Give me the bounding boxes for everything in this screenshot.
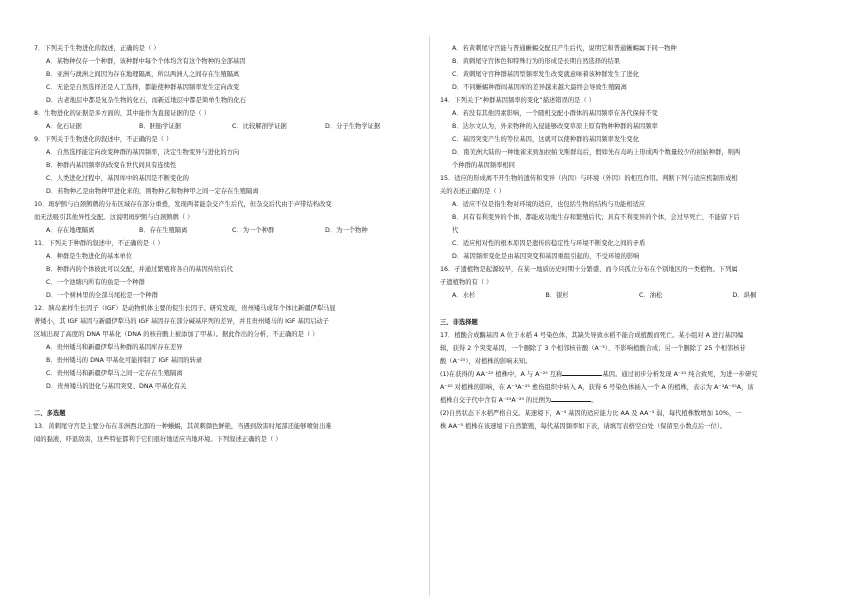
- q12-option-d: D．贵州矮马的进化与基因突变、DNA 甲基化有关: [46, 383, 187, 390]
- q9-option-d: D．若物种乙是由物种甲进化来的，则物种乙和物种甲之间一定存在生殖隔离: [46, 188, 259, 195]
- q17-answer-blank-2[interactable]: [551, 394, 591, 402]
- q13-stem-line1: 13．黄刺尾守宫是主要分布在非洲西北部的一种蜥蜴，其黄刺颜色鲜艳，当遇到敌害时尾部还能够喷射出难: [34, 423, 332, 430]
- q9-option-b: B．种群内基因频率的改变在世代间具有连续性: [46, 162, 177, 169]
- q9-stem: 9．下列关于生物进化的叙述中，不正确的是（ ）: [34, 136, 173, 143]
- right-column: [440, 42, 826, 433]
- q12-option-c: C．贵州矮马和新疆伊犁马之间一定存在生殖隔离: [46, 370, 183, 377]
- q11-option-d: D．一个树林里的全部马尾松是一个种群: [46, 292, 158, 299]
- q11-option-b: B．种群内的个体彼此可以交配，并通过繁殖将各自的基因传给后代: [46, 266, 233, 273]
- q10-stem-line1: 10．斑驴鹪与白颈鹪鹩的分布区域存在部分重叠，发现两者能杂交产生后代，但杂交后代由于声带结构改变: [34, 201, 332, 208]
- q11-option-c: C．一个池塘内所有的鱼是一个种群: [46, 279, 145, 286]
- q14-option-d-line1: D．南美洲大陆的一种地雀来到加拉帕戈斯群岛后，假如先在岛屿上形成两个数量较少的初始种群，则两: [452, 149, 741, 156]
- q15-option-c: C．适应相对性的根本原因是遗传的稳定性与环境不断变化之间的矛盾: [452, 240, 646, 247]
- q13-option-d: D．不同蜥蜴种群间基因库的差异越来越大最终会导致生殖隔离: [452, 84, 627, 91]
- q12-stem-line1: 12．胰岛素样生长因子（IGF）是动物机体主要的促生长因子。研究发现，贵州矮马成年个体比新疆伊犁马显: [34, 305, 336, 312]
- q8-option-c: C．比较解剖学证据: [232, 123, 287, 130]
- q8-option-b: B．胚胎学证据: [139, 123, 182, 130]
- q11-stem: 11．下列关于种群的叙述中，不正确的是（ ）: [34, 240, 164, 247]
- q10-option-c: C．为一个种群: [232, 227, 275, 234]
- q10-option-d: D．为一个物种: [325, 227, 368, 234]
- q12-option-b: B．贵州矮马的 DNA 甲基化可能抑制了 IGF 基因的转录: [46, 357, 203, 364]
- q17-line7: (2)自然状态下水稻严格自交。某速境下，A⁻³ 基因的适应能力比 AA 及 AA⁻³ 弱，每代植株数增加 10%，一: [440, 410, 742, 417]
- q10-options: [34, 224, 418, 237]
- q17-line4: [440, 368, 826, 381]
- q14-option-c: C．基因突变产生的等位基因，这就可以使种群的基因频率发生变化: [452, 136, 640, 143]
- q11-option-a: A．种群是生物进化的基本单位: [46, 253, 133, 260]
- q16-stem-line1: 16．孑遗植物是起源较早，在某一地质历史时期十分繁盛，而今只孤立分布在个别地区的一类植物。下列属: [440, 266, 738, 273]
- q17-line6: [440, 394, 826, 407]
- q15-option-b-line2: 代: [452, 227, 459, 234]
- q10-option-a: A．存在地理隔离: [46, 227, 95, 234]
- q13-option-a: A．若黄刺尾守宫能与普通蜥蜴交配且产生后代，说明它和普通蜥蜴属于同一物种: [452, 45, 677, 52]
- q12-stem-line3: 区域出现了高度的 DNA 甲基化（DNA 的核苷酸上被添加了甲基）。据此作出的分析，不正确的是（ ）: [34, 331, 319, 338]
- q16-stem-line2: 孑遗植物的有（ ）: [440, 279, 493, 286]
- q15-option-b-line1: B．具有有利变异的个体，都能成功地生存和繁殖后代；具有不利变异的个体，会过早死亡，不能留下后: [452, 214, 740, 221]
- q17-line3: 酸（A⁻²⁵），对植株的影响未知。: [440, 358, 532, 365]
- q7-stem: 7．下列关于生物进化的叙述，正确的是（ ）: [34, 45, 160, 52]
- q12-option-a: A．贵州矮马和新疆伊犁马种群的基因库存在差异: [46, 344, 183, 351]
- q8-options: [34, 120, 418, 133]
- q12-stem-line2: 著矮小，其 IGF 基因与新疆伊犁马的 IGF 基因存在部分碱基序列的差异，并且贵州矮马的 IGF 基因启动子: [34, 318, 329, 325]
- q16-option-b: B．银杉: [545, 292, 569, 299]
- q8-stem: 8．生物进化的证据是多方面的，其中能作为直接证据的是（ ）: [34, 110, 211, 117]
- q15-stem-line2: 关的表述正确的是（ ）: [440, 188, 505, 195]
- q16-options: [440, 289, 826, 302]
- q16-option-c: C．油松: [639, 292, 663, 299]
- q17-line8: 株 AA⁻³ 植株在该速境下自然繁殖，每代基因频率如下表，请填写表格空白处（保留至小数点后一位）。: [440, 423, 727, 430]
- q10-stem-line2: 而无法吸引其他异性交配。这说明斑驴鹪与白颈鹪鹩（ ）: [34, 214, 194, 221]
- q8-option-a: A．化石证据: [46, 123, 82, 130]
- q14-stem: 14．下列关于“种群基因频率的变化”描述错误的是（ ）: [440, 97, 596, 104]
- section-heading-non-choice: 三、非选择题: [440, 319, 478, 326]
- q17-line5: A⁻²⁵ 对植株的影响，在 A⁻³A⁻²⁵ 愈伤组织中转入 A，获得 6 号染色体插入一个 A 的植株，表示为 A⁻³A⁻²⁵A，该: [440, 384, 754, 391]
- q17-line6-part1: 植株自交子代中含有 A⁻²⁵A⁻²⁵ 的比例为: [440, 397, 552, 404]
- q16-option-a: A．水杉: [452, 292, 476, 299]
- q17-line1: 17．植酸合成酶基因 A 位于水稻 4 号染色体，其缺失导致水稻不能合成植酸而死亡。某小组对 A 进行基因编: [440, 332, 744, 339]
- section-heading-multiple-choice: 二、多选题: [34, 410, 66, 417]
- left-column: [34, 42, 418, 446]
- q17-line2: 辑，获得 2 个突变基因，一个删除了 3 个相邻核苷酸（A⁻³）、不影响植酸合成；另一个删除了 25 个相邻核苷: [440, 345, 746, 352]
- q17-line6-part2: 。: [591, 397, 598, 404]
- q10-option-b: B．存在生殖隔离: [139, 227, 188, 234]
- q9-option-a: A．自然选择能定向改变种群的基因频率，决定生物变异与进化的方向: [46, 149, 240, 156]
- q9-option-c: C．人类进化过程中，基因库中的基因是不断变化的: [46, 175, 189, 182]
- q17-line4-part1: (1)在获得的 AA⁻²⁵ 植株中，A 与 A⁻²⁵ 互称: [440, 371, 563, 378]
- q15-option-a: A．适应不仅是指生物对环境的适应，也包括生物的结构与功能相适应: [452, 201, 646, 208]
- column-divider: [429, 36, 430, 596]
- q15-option-d: D．基因频率变化是由基因突变和基因重组引起的，不受环境的影响: [452, 253, 640, 260]
- q15-stem-line1: 15．适应的形成离不开生物的遗传和变异（内因）与环境（外因）的相互作用。判断下列与适应机制形成相: [440, 175, 738, 182]
- q14-option-a: A．若没有其他因素影响，一个随机交配小群体的基因频率在各代保持不变: [452, 110, 658, 117]
- q13-option-c: C．黄刺尾守宫种群基因型频率发生改变就意味着该种群发生了进化: [452, 71, 640, 78]
- q14-option-b: B．达尔文认为，外来物种的入侵能够改变草原上原有物种种群的基因频率: [452, 123, 658, 130]
- q17-answer-blank-1[interactable]: [562, 368, 602, 376]
- q7-option-a: A．某物种仅存一个种群，该种群中每个个体均含有这个物种的全部基因: [46, 58, 246, 65]
- q7-option-d: D．古老地层中都是复杂生物的化石，而新近地层中都是简单生物的化石: [46, 97, 247, 104]
- q13-stem-line2: 闻的黏液，吓退敌害，这些特征都利于它们很好地适应当地环境。下列叙述正确的是（ ）: [34, 436, 282, 443]
- q16-option-d: D．珙桐: [732, 292, 757, 299]
- q7-option-c: C．无论是自然选择还是人工选择，都能使种群基因频率发生定向改变: [46, 84, 240, 91]
- q13-option-b: B．黄刺尾守宫体色和特殊行为的形成是长期自然选择的结果: [452, 58, 621, 65]
- q17-line4-part2: 基因。通过初步分析发现 A⁻²⁵ 纯合致死，为进一步研究: [602, 371, 758, 378]
- q14-option-d-line2: 个种群的基因频率相同: [452, 162, 515, 169]
- q7-option-b: B．亚洲与澳洲之间因为存在地理隔离，所以两洲人之间存在生殖隔离: [46, 71, 240, 78]
- q8-option-d: D．分子生物学证据: [325, 123, 381, 130]
